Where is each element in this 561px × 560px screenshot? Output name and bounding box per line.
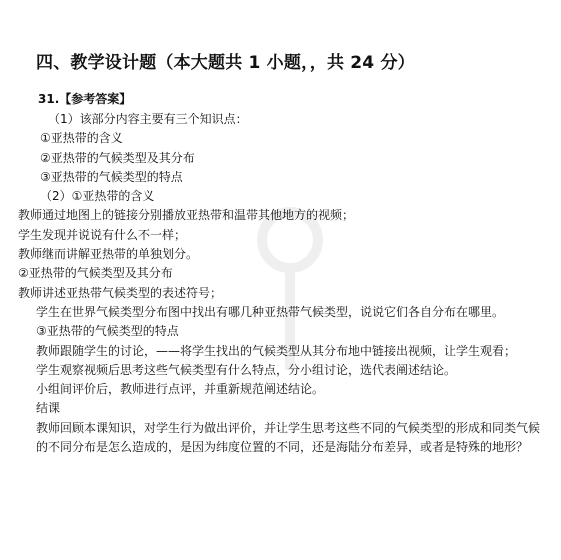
text-line: 教师回顾本课知识，对学生行为做出评价，并让学生思考这些不同的气候类型的形成和同类气候的不同分布是怎么造成的，是因为纬度位置的不同，还是海陆分布差异，或者是特殊的地形？ xyxy=(36,420,541,455)
text-line: ③亚热带的气候类型的特点 xyxy=(40,169,183,184)
watermark-icon xyxy=(230,200,350,380)
text-line: 小组间评价后，教师进行点评，并重新规范阐述结论。 xyxy=(36,382,325,397)
text-line: ②亚热带的气候类型及其分布 xyxy=(40,150,195,165)
text-line: ③亚热带的气候类型的特点 xyxy=(36,324,179,339)
text-line: ②亚热带的气候类型及其分布 xyxy=(18,266,173,281)
text-line: （2）①亚热带的含义 xyxy=(40,189,155,204)
text-line: （1）该部分内容主要有三个知识点： xyxy=(48,112,248,126)
text-line: 教师讲述亚热带气候类型的表述符号； xyxy=(18,285,223,300)
text-line: ①亚热带的含义 xyxy=(40,131,123,146)
section-title: 四、教学设计题（本大题共 1 小题，，共 24 分） xyxy=(36,53,415,73)
text-line: 结课 xyxy=(36,401,61,416)
text-line: 学生观察视频后思考这些气候类型有什么特点，分小组讨论，选代表阐述结论。 xyxy=(36,362,457,377)
answer-label: 31.【参考答案】 xyxy=(38,92,132,106)
text-line: 教师继而讲解亚热带的单独划分。 xyxy=(18,247,199,262)
text-line: 教师通过地图上的链接分别播放亚热带和温带其他地方的视频； xyxy=(18,208,355,223)
text-line: 学生在世界气候类型分布图中找出有哪几种亚热带气候类型，说说它们各自分布在哪里。 xyxy=(36,304,505,319)
text-line: 教师跟随学生的讨论，——将学生找出的气候类型从其分布地中链接出视频，让学生观看； xyxy=(36,343,517,358)
text-line: 学生发现并说说有什么不一样； xyxy=(18,227,187,242)
